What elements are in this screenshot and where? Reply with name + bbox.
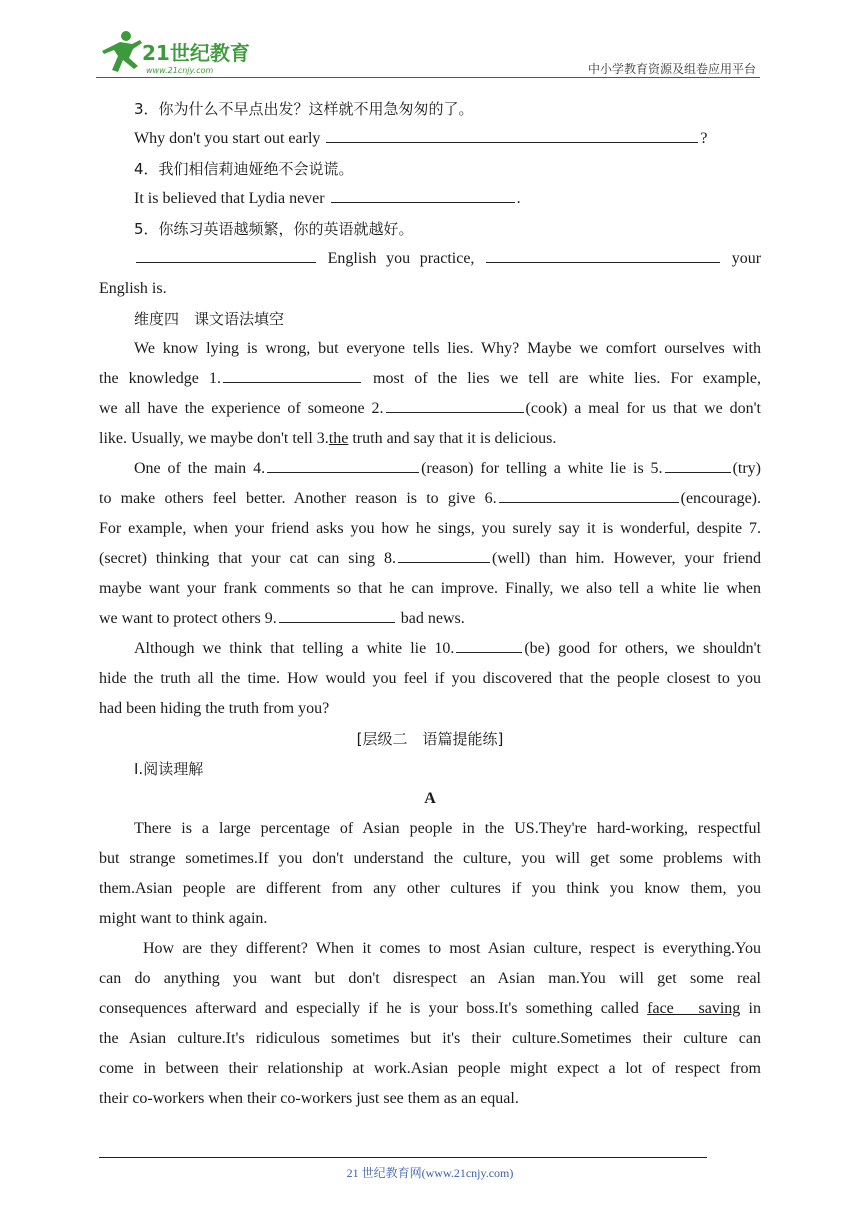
header-divider xyxy=(96,77,760,78)
translation-q3-line: Why don't you start out early ? xyxy=(99,124,761,154)
passage-line: like. Usually, we maybe don't tell 3.the truth and say that it is delicious. xyxy=(99,430,557,447)
answer-blank xyxy=(456,634,522,653)
passage-line: How are they different? When it comes to most Asian culture, respect is everything.You xyxy=(143,940,761,957)
passage-line: For example, when your friend asks you how he sings, you surely say it is wonderful, despite 7. xyxy=(99,520,761,537)
filled-answer: the xyxy=(328,430,349,447)
passage-line: One of the main 4. (reason) for telling a white lie is 5. (try) xyxy=(99,454,761,484)
svg-text:21世纪教育: 21世纪教育 xyxy=(142,41,250,65)
part-title: Ⅰ.阅读理解 xyxy=(134,760,204,778)
passage-line: There is a large percentage of Asian people in the US.They're hard-working, respectful xyxy=(134,820,761,837)
passage-line: them.Asian people are different from any other cultures if you think you know them, you xyxy=(99,880,761,897)
passage-line: Although we think that telling a white lie 10. (be) good for others, we shouldn't xyxy=(99,634,761,664)
answer-blank xyxy=(331,184,515,203)
passage-line: might want to think again. xyxy=(99,910,268,927)
section-title: 维度四 课文语法填空 xyxy=(134,310,285,328)
passage-line: we want to protect others 9. bad news. xyxy=(99,604,761,634)
answer-blank xyxy=(486,244,720,263)
translation-q3-prompt: 3．你为什么不早点出发？这样就不用急匆匆的了。 xyxy=(134,100,474,118)
answer-blank xyxy=(279,604,395,623)
answer-blank xyxy=(398,544,490,563)
translation-q4-prompt: 4．我们相信莉迪娅绝不会说谎。 xyxy=(134,160,354,178)
translation-q5-line: English you practice, your xyxy=(99,244,761,274)
passage-line: (secret) thinking that your cat can sing 8. (well) than him. However, your friend xyxy=(99,544,761,574)
translation-q4-line: It is believed that Lydia never . xyxy=(99,184,761,214)
translation-q5-prompt: 5．你练习英语越频繁，你的英语就越好。 xyxy=(134,220,414,238)
answer-blank xyxy=(136,244,316,263)
passage-line: to make others feel better. Another reason is to give 6. (encourage). xyxy=(99,484,761,514)
passage-label: A xyxy=(424,790,436,807)
passage-line: We know lying is wrong, but everyone tells lies. Why? Maybe we comfort ourselves with xyxy=(134,340,761,357)
header-platform-text: 中小学教育资源及组卷应用平台 xyxy=(587,62,756,76)
answer-blank xyxy=(499,484,679,503)
svg-text:www.21cnjy.com: www.21cnjy.com xyxy=(146,66,214,75)
page-header xyxy=(96,28,760,80)
translation-q5-continuation: English is. xyxy=(99,280,167,297)
site-logo xyxy=(96,28,266,80)
answer-blank xyxy=(223,364,361,383)
passage-line: the knowledge 1. most of the lies we tell are white lies. For example, xyxy=(99,364,761,394)
passage-line: consequences afterward and especially if he is your boss.It's something called face saving in xyxy=(99,1000,761,1017)
footer-text: 21 世纪教育网(www.21cnjy.com) xyxy=(346,1166,514,1180)
answer-blank xyxy=(386,394,524,413)
answer-blank xyxy=(267,454,419,473)
passage-line: maybe want your frank comments so that he can improve. Finally, we also tell a white lie when xyxy=(99,580,761,597)
passage-line: can do anything you want but don't disrespect an Asian man.You will get some real xyxy=(99,970,761,987)
page-content xyxy=(99,94,761,1114)
passage-line: we all have the experience of someone 2. (cook) a meal for us that we don't xyxy=(99,394,761,424)
passage-line: the Asian culture.It's ridiculous sometimes but it's their culture.Sometimes their culture can xyxy=(99,1030,761,1047)
underlined-phrase: face saving xyxy=(647,1000,741,1017)
passage-line: hide the truth all the time. How would you feel if you discovered that the people closest to you xyxy=(99,670,761,687)
answer-blank xyxy=(665,454,731,473)
footer-divider xyxy=(99,1157,707,1158)
answer-blank xyxy=(326,124,698,143)
level-title: [层级二 语篇提能练] xyxy=(356,730,504,748)
passage-line: their co-workers when their co-workers just see them as an equal. xyxy=(99,1090,519,1107)
passage-line: but strange sometimes.If you don't understand the culture, you will get some problems with xyxy=(99,850,761,867)
passage-line: come in between their relationship at work.Asian people might expect a lot of respect from xyxy=(99,1060,761,1077)
passage-line: had been hiding the truth from you? xyxy=(99,700,330,717)
